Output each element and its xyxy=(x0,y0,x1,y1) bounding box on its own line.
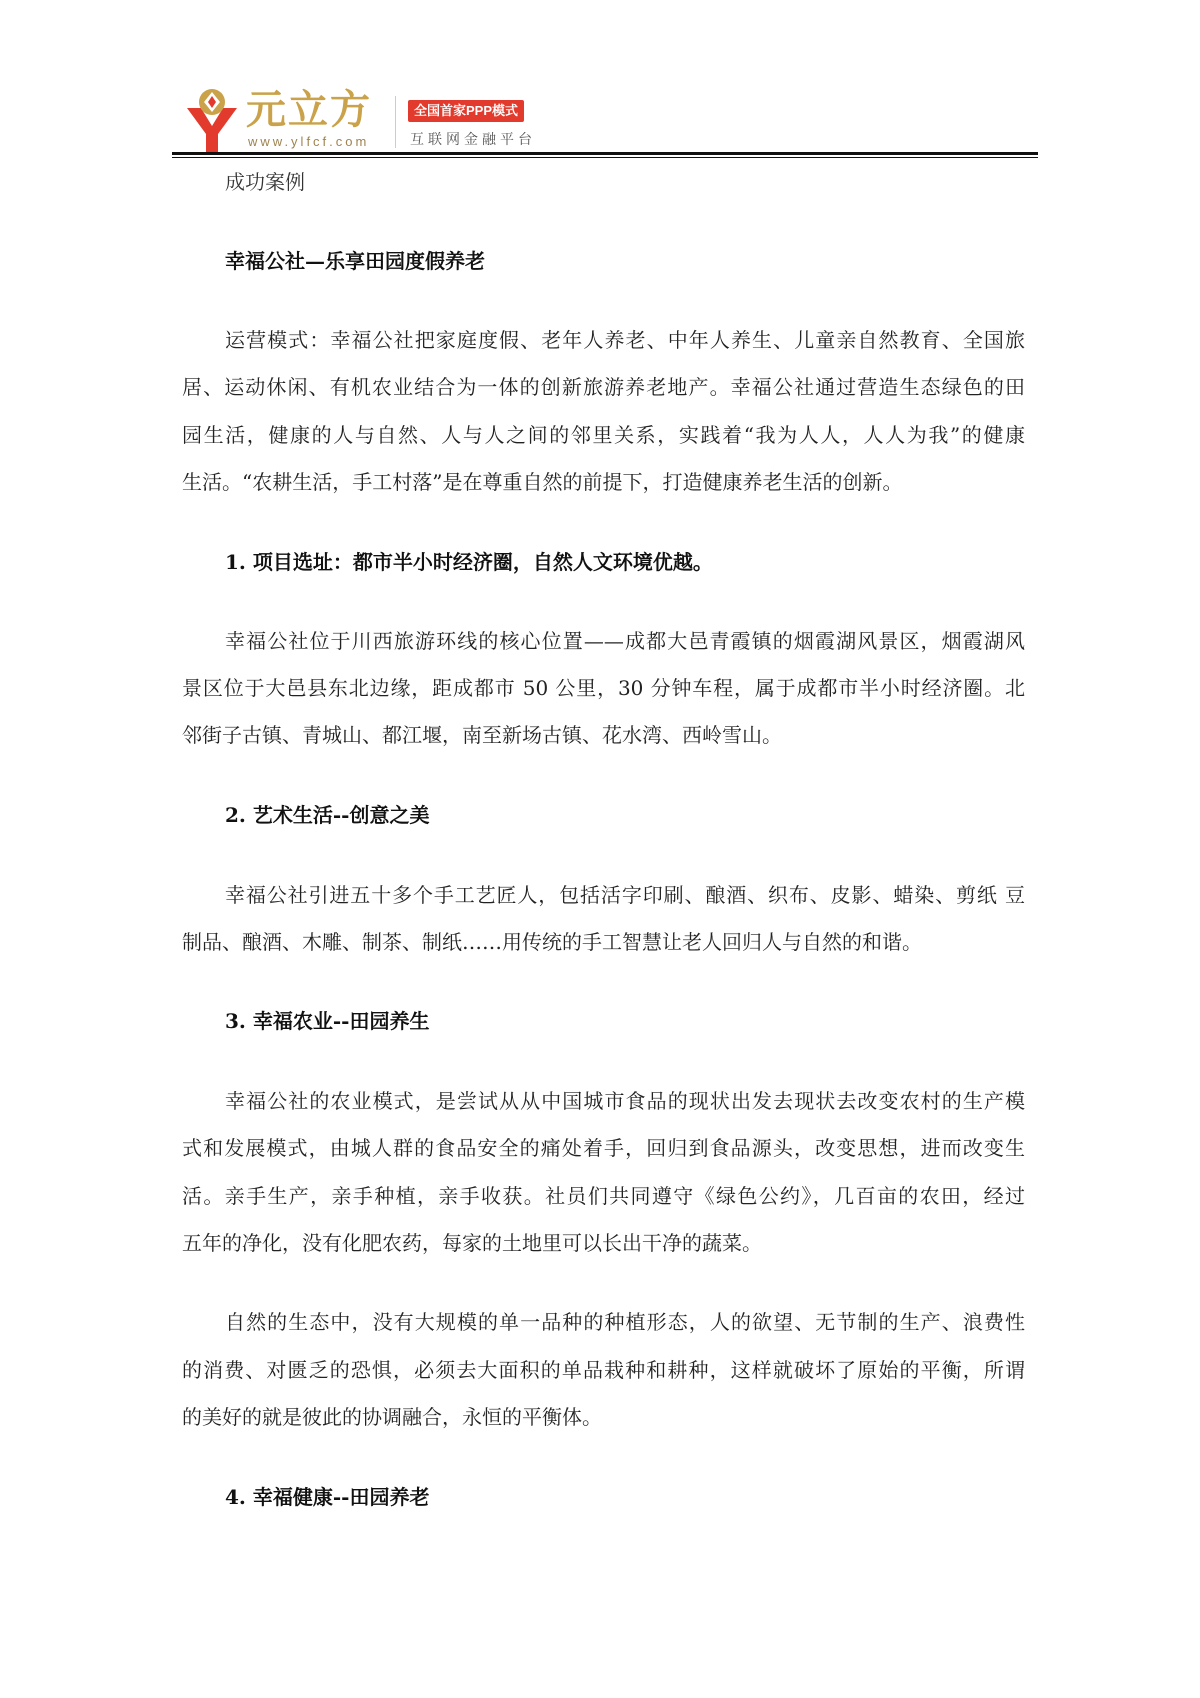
paragraph-line: 的美好的就是彼此的协调融合，永恒的平衡体。 xyxy=(182,1405,602,1429)
paragraph-line: 五年的净化，没有化肥农药，每家的土地里可以长出干净的蔬菜。 xyxy=(182,1231,762,1255)
paragraph-line: 园生活，健康的人与自然、人与人之间的邻里关系，实践着“我为人人，人人为我”的健康 xyxy=(182,423,1025,447)
paragraph-line: 生活。“农耕生活，手工村落”是在尊重自然的前提下，打造健康养老生活的创新。 xyxy=(182,470,903,494)
section-label: 成功案例 xyxy=(225,170,305,194)
heading-art-life: 2. 艺术生活--创意之美 xyxy=(225,803,430,827)
logo-mark-icon xyxy=(183,86,241,152)
paragraph-line: 的消费、对匮乏的恐惧，必须去大面积的单品栽种和耕种，这样就破坏了原始的平衡，所谓 xyxy=(182,1358,1025,1382)
heading-site-selection: 1. 项目选址：都市半小时经济圈，自然人文环境优越。 xyxy=(225,550,713,574)
paragraph-line: 邻街子古镇、青城山、都江堰，南至新场古镇、花水湾、西岭雪山。 xyxy=(182,723,782,747)
heading-health: 4. 幸福健康--田园养老 xyxy=(225,1485,430,1509)
brand-slogan: 互联网金融平台 xyxy=(410,131,536,147)
paragraph-line: 制品、酿酒、木雕、制茶、制纸……用传统的手工智慧让老人回归人与自然的和谐。 xyxy=(182,930,922,954)
ppp-badge: 全国首家PPP模式 xyxy=(408,100,524,122)
paragraph-line: 景区位于大邑县东北边缘，距成都市 50 公里，30 分钟车程，属于成都市半小时经济圈。北 xyxy=(182,676,1025,700)
paragraph-line: 居、运动休闲、有机农业结合为一体的创新旅游养老地产。幸福公社通过营造生态绿色的田 xyxy=(182,375,1025,399)
brand-name: 元立方 xyxy=(246,88,372,132)
heading-agriculture: 3. 幸福农业--田园养生 xyxy=(225,1009,430,1033)
header-rule-thick xyxy=(172,152,1038,155)
brand-url: www.ylfcf.com xyxy=(248,134,370,149)
header-rule-thin xyxy=(172,157,1038,158)
paragraph-line: 幸福公社位于川西旅游环线的核心位置——成都大邑青霞镇的烟霞湖风景区，烟霞湖风 xyxy=(225,629,1025,653)
paragraph-line: 活。亲手生产，亲手种植，亲手收获。社员们共同遵守《绿色公约》，几百亩的农田，经过 xyxy=(182,1184,1025,1208)
paragraph-line: 幸福公社的农业模式，是尝试从从中国城市食品的现状出发去现状去改变农村的生产模 xyxy=(225,1089,1025,1113)
paragraph-line: 自然的生态中，没有大规模的单一品种的种植形态，人的欲望、无节制的生产、浪费性 xyxy=(225,1310,1025,1334)
paragraph-line: 运营模式：幸福公社把家庭度假、老年人养老、中年人养生、儿童亲自然教育、全国旅 xyxy=(225,328,1025,352)
paragraph-line: 幸福公社引进五十多个手工艺匠人，包括活字印刷、酿酒、织布、皮影、蜡染、剪纸 豆 xyxy=(225,883,1025,907)
paragraph-line: 式和发展模式，由城人群的食品安全的痛处着手，回归到食品源头，改变思想，进而改变生 xyxy=(182,1136,1025,1160)
header-divider xyxy=(395,96,396,148)
document-title: 幸福公社—乐享田园度假养老 xyxy=(225,249,485,273)
